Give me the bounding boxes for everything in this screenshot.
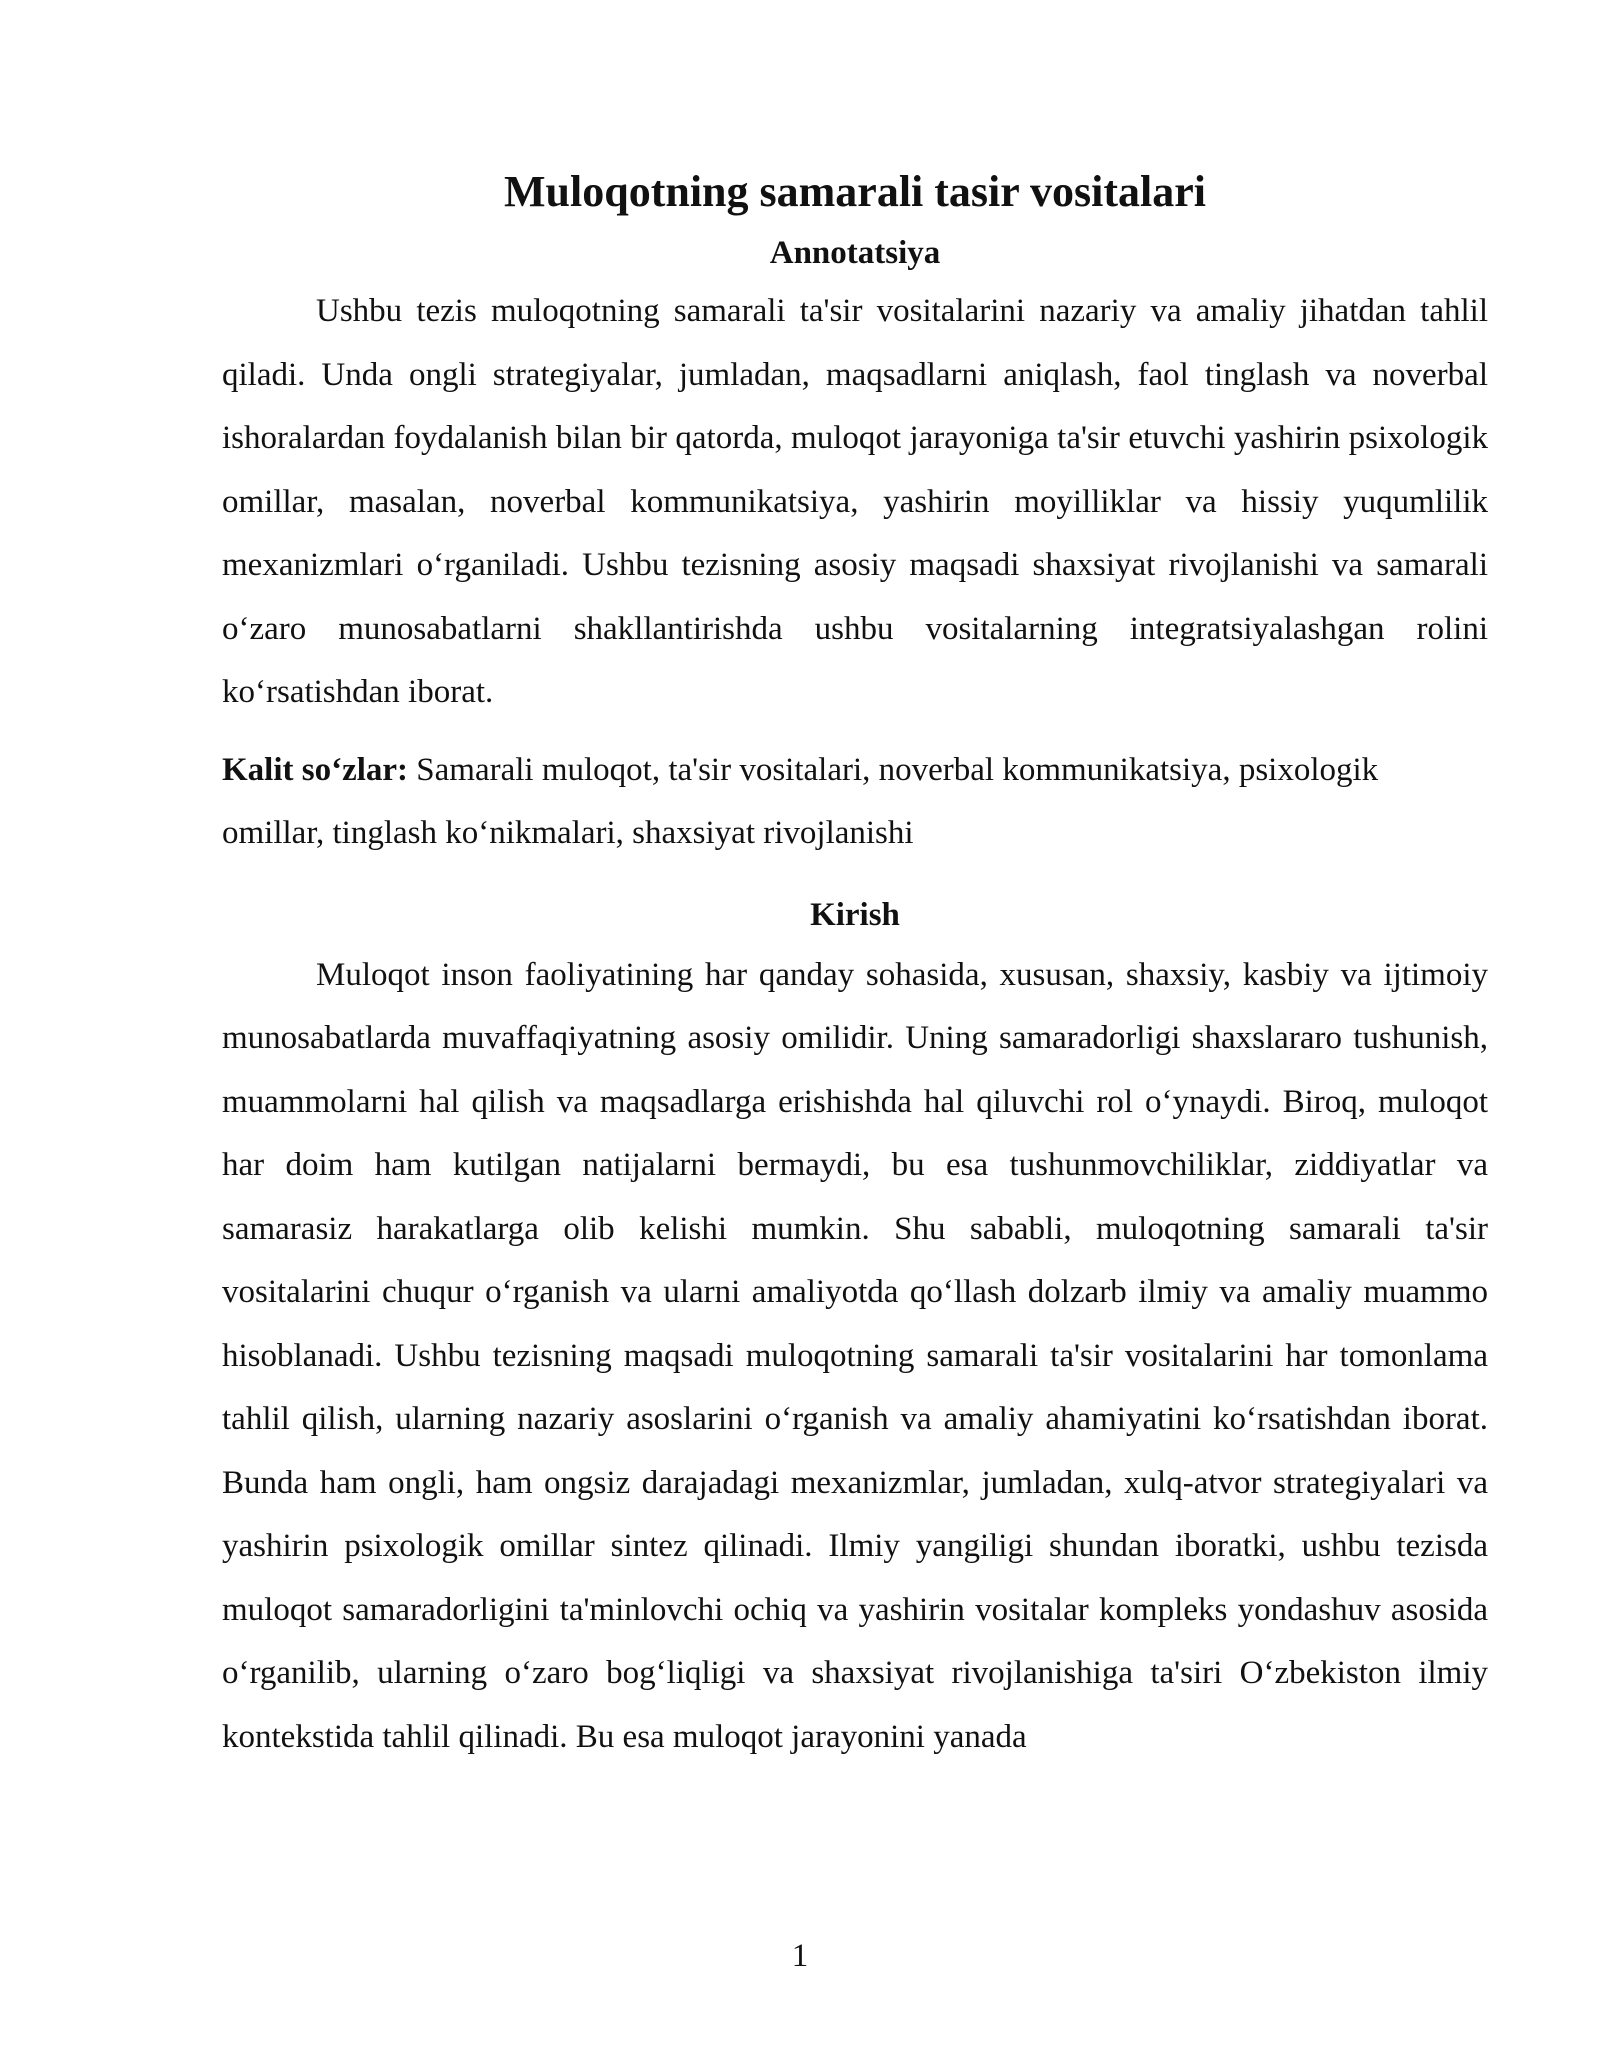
annotation-paragraph: Ushbu tezis muloqotning samarali ta'sir vositalarini nazariy va amaliy jihatdan tahlil qiladi. Unda ongli strategiyalar, jumladan, maqsadlarni aniqlash, faol tinglash va noverbal ishoralardan foydalanish bilan bir qatorda, muloqot jarayoniga ta'sir etuvchi yashirin psixologik omillar, masalan, noverbal kommunikatsiya, yashirin moyilliklar va hissiy yuqumlilik mexanizmlari oʻrganiladi. Ushbu tezisning asosiy maqsadi shaxsiyat rivojlanishi va samarali oʻzaro munosabatlarni shakllantirishda ushbu vositalarning integratsiyalashgan rolini koʻrsatishdan iborat. [222, 293, 1488, 710]
annotation-heading: Annotatsiya [769, 235, 941, 271]
keywords-text: Samarali muloqot, ta'sir vositalari, noverbal kommunikatsiya, psixologik omillar, tinglash koʻnikmalari, shaxsiyat rivojlanishi [222, 751, 1379, 851]
page-content [222, 162, 1488, 1769]
introduction-paragraph: Muloqot inson faoliyatining har qanday sohasida, xususan, shaxsiy, kasbiy va ijtimoiy munosabatlarda muvaffaqiyatning asosiy omilidir. Uning samaradorligi shaxslararo tushunish, muammolarni hal qilish va maqsadlarga erishishda hal qiluvchi rol oʻynaydi. Biroq, muloqot har doim ham kutilgan natijalarni bermaydi, bu esa tushunmovchiliklar, ziddiyatlar va samarasiz harakatlarga olib kelishi mumkin. Shu sababli, muloqotning samarali ta'sir vositalarini chuqur oʻrganish va ularni amaliyotda qoʻllash dolzarb ilmiy va amaliy muammo hisoblanadi. Ushbu tezisning maqsadi muloqotning samarali ta'sir vositalarini har tomonlama tahlil qilish, ularning nazariy asoslarini oʻrganish va amaliy ahamiyatini koʻrsatishdan iborat. Bunda ham ongli, ham ongsiz darajadagi mexanizmlar, jumladan, xulq-atvor strategiyalari va yashirin psixologik omillar sintez qilinadi. Ilmiy yangiligi shundan iboratki, ushbu tezisda muloqot samaradorligini ta'minlovchi ochiq va yashirin vositalar kompleks yondashuv asosida oʻrganilib, ularning oʻzaro bogʻliqligi va shaxsiyat rivojlanishiga ta'siri Oʻzbekiston ilmiy kontekstida tahlil qilinadi. Bu esa muloqot jarayonini yanada [222, 956, 1488, 1755]
keywords-paragraph [222, 739, 1488, 866]
introduction-heading: Kirish [810, 896, 900, 933]
keywords-label: Kalit soʻzlar: [222, 751, 409, 788]
document-title: Muloqotning samarali tasir vositalari [504, 167, 1206, 216]
page-number: 1 [791, 1938, 809, 1974]
